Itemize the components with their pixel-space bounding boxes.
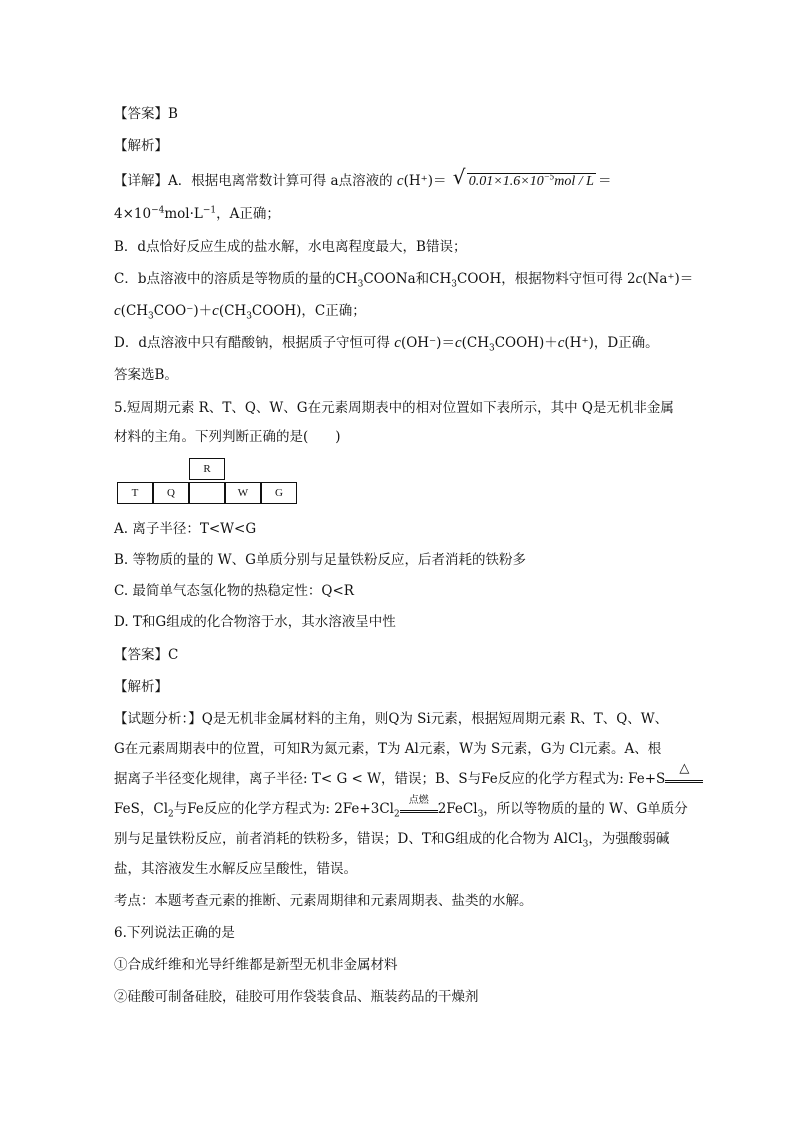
q4-detail-b: B．d点恰好反应生成的盐水解，水电离程度最大，B错误； bbox=[114, 239, 467, 255]
periodic-table-fragment bbox=[117, 458, 297, 504]
ignite-condition: 点燃 bbox=[400, 801, 438, 813]
q5-analysis-line5: 别与足量铁粉反应，前者消耗的铁粉多，错误；D、T和G组成的化合物为 AlCl$_3$，为强酸弱碱 bbox=[114, 831, 670, 850]
q4-conclusion: 答案选B。 bbox=[114, 367, 178, 383]
cell-W: W bbox=[225, 482, 261, 504]
cell-Q: Q bbox=[153, 482, 189, 504]
q5-analysis-heading: 【解析】 bbox=[114, 679, 168, 695]
q5-analysis-line4: FeS，$Cl_2$与Fe反应的化学方程式为: $2Fe+3Cl_2$ 点燃 2FeCl$_3$，所以等物质的量的 W、G单质分 bbox=[114, 795, 688, 820]
q5-stem-line2: 材料的主角。下列判断正确的是( ) bbox=[114, 429, 341, 445]
q4-detail-a-line2: $4\times 10^{-4}mol\cdot L^{-1}$，A正确； bbox=[114, 205, 280, 222]
q5-answer: 【答案】C bbox=[114, 647, 179, 663]
q5-option-a: A. 离子半径：T<W<G bbox=[114, 521, 257, 537]
q4-detail-c-line1: C．b点溶液中的溶质是等物质的量的$CH_3COONa$和$CH_3COOH$，根据物料守恒可得 2c(Na⁺)＝ bbox=[114, 271, 694, 290]
cell-T: T bbox=[117, 482, 153, 504]
q4-detail-d: D．d点溶液中只有醋酸钠，根据质子守恒可得 $c(OH^-)=c(CH_3COOH)+c(H^+)$，D正确。 bbox=[114, 335, 659, 354]
q5-analysis-line2: G在元素周期表中的位置，可知R为氮元素，T为 Al元素，W为 S元素，G为 Cl元素。A、根 bbox=[114, 741, 662, 757]
q6-item-2: ②硅酸可制备硅胶，硅胶可用作袋装食品、瓶装药品的干燥剂 bbox=[114, 989, 479, 1005]
q4-detail-c-line2: $c(CH_3COO^-)+c(CH_3COOH)$，C正确； bbox=[114, 303, 366, 322]
q5-option-d: D. T和G组成的化合物溶于水，其水溶液呈中性 bbox=[114, 614, 396, 630]
q5-analysis-line3: 据离子半径变化规律，离子半径: T< G < W，错误；B、S与Fe反应的化学方程式为: Fe+S △ bbox=[114, 770, 703, 788]
q5-stem-line1: 5.短周期元素 R、T、Q、W、G在元素周期表中的相对位置如下表所示，其中 Q是无机非金属 bbox=[114, 400, 674, 416]
q4-detail-a-line1: 【详解】A．根据电离常数计算可得 a点溶液的 c(H⁺)＝ √ $0.01\times 1.6\times 10^{-5}mol / L$ ＝ bbox=[114, 165, 612, 189]
q5-analysis-line1: 【试题分析：】Q是无机非金属材料的主角，则Q为 Si元素，根据短周期元素 R、T、Q、W、 bbox=[114, 711, 669, 727]
heat-condition: △ bbox=[665, 771, 703, 783]
cell-empty bbox=[189, 482, 225, 504]
q4-analysis-heading: 【解析】 bbox=[114, 138, 168, 154]
cell-R: R bbox=[189, 458, 225, 480]
sqrt-expression: √ $0.01\times 1.6\times 10^{-5}mol / L$ bbox=[452, 165, 594, 189]
q4-answer: 【答案】B bbox=[114, 106, 178, 122]
q6-stem: 6.下列说法正确的是 bbox=[114, 925, 235, 941]
cell-G: G bbox=[261, 482, 297, 504]
q6-item-1: ①合成纤维和光导纤维都是新型无机非金属材料 bbox=[114, 957, 398, 973]
q5-option-b: B. 等物质的量的 W、G单质分别与足量铁粉反应，后者消耗的铁粉多 bbox=[114, 552, 526, 568]
q5-analysis-line6: 盐，其溶液发生水解反应呈酸性，错误。 bbox=[114, 861, 357, 877]
q5-option-c: C. 最简单气态氢化物的热稳定性：Q<R bbox=[114, 583, 354, 599]
q5-kaodian: 考点：本题考查元素的推断、元素周期律和元素周期表、盐类的水解。 bbox=[114, 893, 533, 909]
